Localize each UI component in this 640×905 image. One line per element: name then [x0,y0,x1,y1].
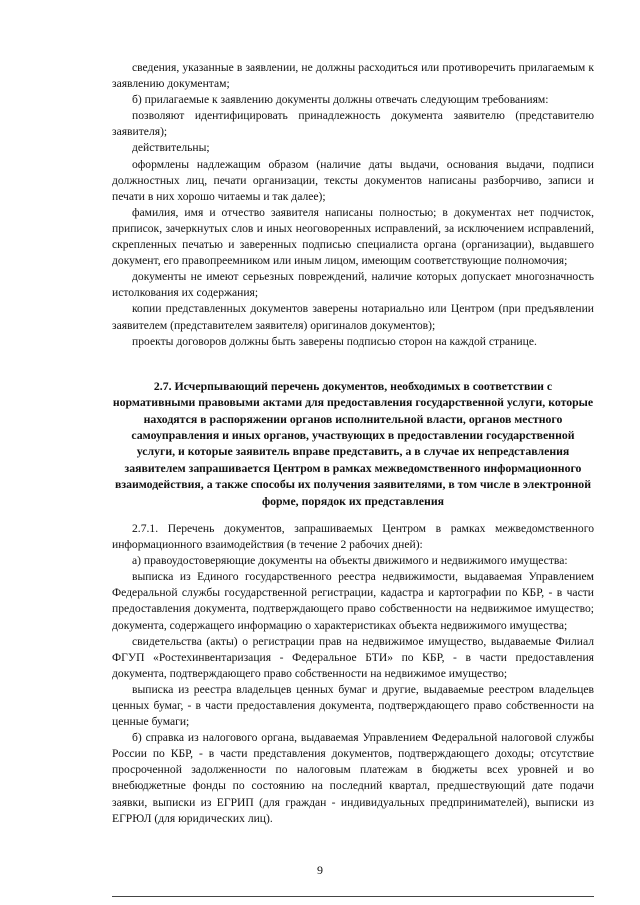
paragraph: фамилия, имя и отчество заявителя написаны полностью; в документах нет подчисток, приписок, зачеркнутых слов и иных неоговоренных исправлений, за исключением исправлений, скрепленных печатью и заверенных подписью специалиста органа (организации), выдавшего документ, его правопреемником или иным лицом, имеющим соответствующие полномочия; [112,205,594,268]
page-body [112,60,594,827]
paragraph: действительны; [132,141,210,155]
paragraph: выписка из Единого государственного реестра недвижимости, выдаваемая Управлением Федеральной службы государственной регистрации, кадастра и картографии по КБР, - в части предоставления документа, подтверждающего право собственности на недвижимое имущество; документа, содержащего информацию о характеристиках объекта недвижимого имущества; [112,570,594,632]
page-number: 9 [317,863,323,877]
paragraph: позволяют идентифицировать принадлежность документа заявителю (представителю заявителя); [112,109,594,139]
paragraph: проекты договоров должны быть заверены подписью сторон на каждой странице. [132,334,537,348]
paragraph: а) правоудостоверяющие документы на объекты движимого и недвижимого имущества: [132,554,568,568]
paragraph: б) справка из налогового органа, выдаваемая Управлением Федеральной налоговой службы России по КБР, - в части представления документов, подтверждающего доходы; отсутствие просроченной задолженности по налоговым платежам в бюджеты всех уровней и во внебюджетные фонды по состоянию на последний квартал, предшествующий дате подачи заявки, выписки из ЕГРИП (для граждан - индивидуальных предпринимателей), выписки из ЕГРЮЛ (для юридических лиц). [112,731,594,825]
paragraph: документы не имеют серьезных повреждений, наличие которых допускает многозначность истолкования их содержания; [112,270,594,300]
paragraph: копии представленных документов заверены нотариально или Центром (при предъявлении заявителем (представителем заявителя) оригиналов документов); [112,302,594,332]
paragraph: 2.7.1. Перечень документов, запрашиваемых Центром в рамках межведомственного информационного взаимодействия (в течение 2 рабочих дней): [112,521,594,552]
document-list-section [112,521,594,827]
paragraph: б) прилагаемые к заявлению документы должны отвечать следующим требованиям: [132,93,549,107]
footer-rule [112,896,594,897]
requirements-section [112,60,594,350]
paragraph: сведения, указанные в заявлении, не должны расходиться или противоречить прилагаемым к заявлению документам; [112,61,594,91]
paragraph: свидетельства (акты) о регистрации прав на недвижимое имущество, выдаваемые Филиал ФГУП «Ростехинвентаризация - Федеральное БТИ» по КБР, - в части предоставления документа, подтверждающего право собственности на недвижимое имущество; [112,634,594,680]
paragraph: выписка из реестра владельцев ценных бумаг и другие, выдаваемые реестром владельцев ценных бумаг, - в части предоставления документа, подтверждающего право собственности на ценные бумаги; [112,682,594,729]
paragraph: оформлены надлежащим образом (наличие даты выдачи, основания выдачи, подписи должностных лиц, печати организации, тексты документов написаны разборчиво, записи и печати в них хорошо читаемы и так далее); [112,157,594,203]
section-heading: 2.7. Исчерпывающий перечень документов, необходимых в соответствии с нормативными правовыми актами для предоставления государственной услуги, которые находятся в распоряжении органов исполнительной власти, органов местного самоуправления и иных органов, участвующих в предоставлении государственной услуги, и которые заявитель вправе представить, а в случае их непредставления заявителем запрашивается Центром в рамках межведомственного информационного взаимодействия, а также способы их получения заявителями, в том числе в электронной форме, порядок их представления [112,378,594,508]
